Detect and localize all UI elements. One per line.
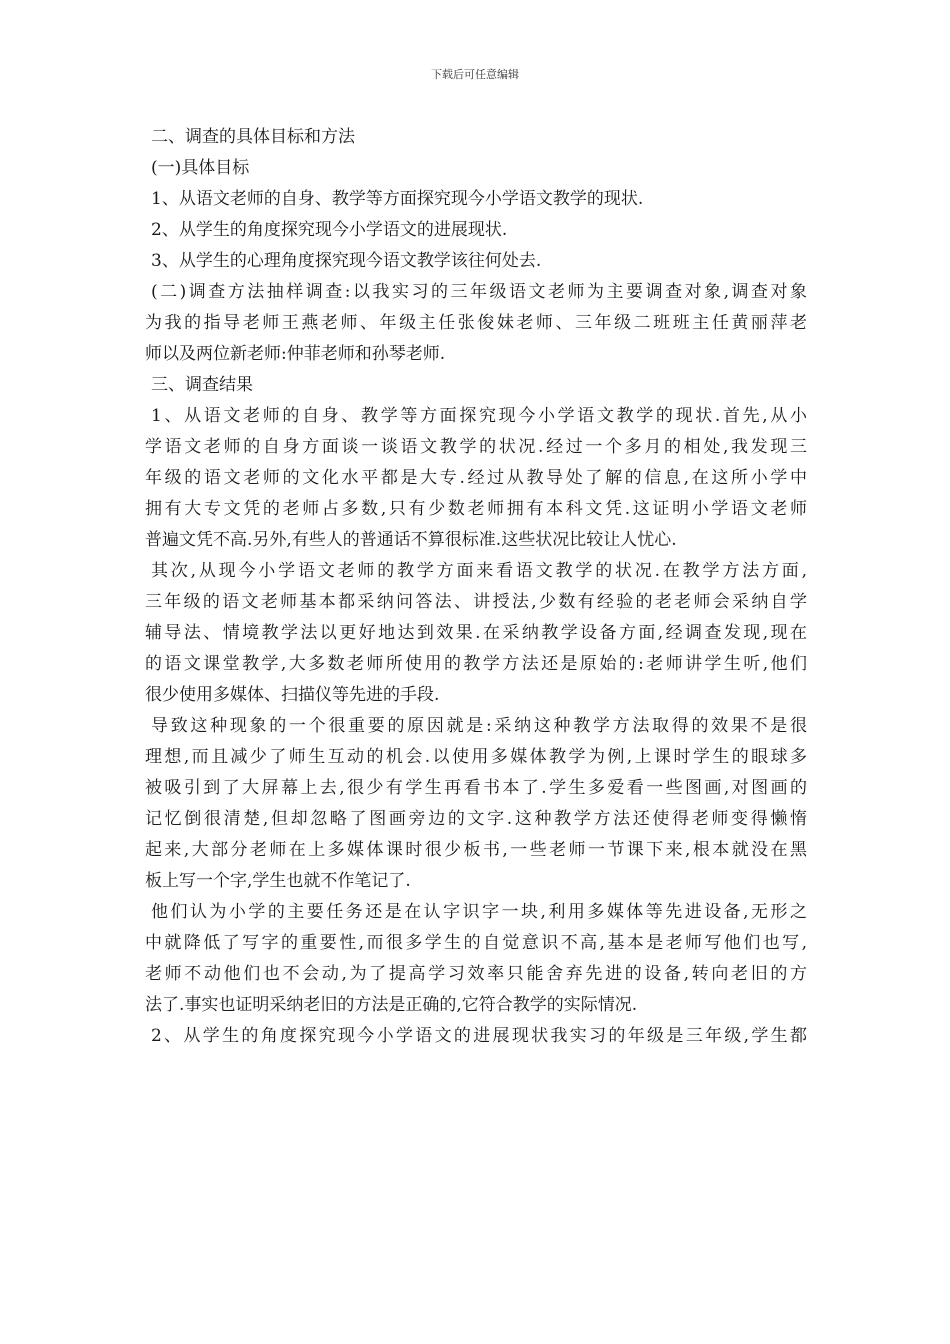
paragraph-line: 三年级的语文老师基本都采纳问答法、讲授法,少数有经验的老老师会采纳自学 <box>145 592 807 612</box>
document-body <box>145 122 807 1052</box>
paragraph-line: 理想,而且减少了师生互动的机会.以使用多媒体教学为例,上课时学生的眼球多 <box>145 747 807 767</box>
paragraph-line: 起来,大部分老师在上多媒体课时很少板书,一些老师一节课下来,根本就没在黑 <box>145 840 807 860</box>
paragraph-line: 1、从语文老师的自身、教学等方面探究现今小学语文教学的现状.首先,从小 <box>151 406 807 426</box>
paragraph-line: 师以及两位新老师:仲菲老师和孙琴老师. <box>145 344 446 364</box>
paragraph-line: 的语文课堂教学,大多数老师所使用的教学方法还是原始的:老师讲学生听,他们 <box>145 654 807 674</box>
paragraph-line: 很少使用多媒体、扫描仪等先进的手段. <box>145 685 440 705</box>
paragraph-line: 记忆倒很清楚,但却忽略了图画旁边的文字.这种教学方法还使得老师变得懒惰 <box>145 809 807 829</box>
paragraph-line: 中就降低了写字的重要性,而很多学生的自觉意识不高,基本是老师写他们也写, <box>145 933 807 953</box>
paragraph-line: 导致这种现象的一个很重要的原因就是:采纳这种教学方法取得的效果不是很 <box>151 716 807 736</box>
list-item: 3、从学生的心理角度探究现今语文教学该往何处去. <box>151 251 542 271</box>
paragraph-line: 老师不动他们也不会动,为了提高学习效率只能舍弃先进的设备,转向老旧的方 <box>145 964 807 984</box>
section-heading: 二、调查的具体目标和方法 <box>151 127 355 147</box>
paragraph-line: 其次,从现今小学语文老师的教学方面来看语文教学的状况.在教学方法方面, <box>151 561 807 581</box>
subsection-heading: (一)具体目标 <box>151 158 250 178</box>
paragraph-line: 普遍文凭不高.另外,有些人的普通话不算很标准.这些状况比较让人忧心. <box>145 530 677 550</box>
list-item: 2、从学生的角度探究现今小学语文的进展现状. <box>151 220 508 240</box>
paragraph-line: 法了.事实也证明采纳老旧的方法是正确的,它符合教学的实际情况. <box>145 995 638 1015</box>
paragraph-line: 被吸引到了大屏幕上去,很少有学生再看书本了.学生多爱看一些图画,对图画的 <box>145 778 807 798</box>
section-heading: 三、调查结果 <box>151 375 253 395</box>
paragraph-line: 学语文老师的自身方面谈一谈语文教学的状况.经过一个多月的相处,我发现三 <box>145 437 807 457</box>
paragraph-line: 年级的语文老师的文化水平都是大专.经过从教导处了解的信息,在这所小学中 <box>145 468 807 488</box>
paragraph-line: 他们认为小学的主要任务还是在认字识字一块,利用多媒体等先进设备,无形之 <box>151 902 807 922</box>
paragraph-line: 为我的指导老师王燕老师、年级主任张俊妹老师、三年级二班班主任黄丽萍老 <box>145 313 807 333</box>
paragraph-line: 2、从学生的角度探究现今小学语文的进展现状我实习的年级是三年级,学生都 <box>151 1026 807 1046</box>
list-item: 1、从语文老师的自身、教学等方面探究现今小学语文教学的现状. <box>151 189 644 209</box>
page-header: 下载后可任意编辑 <box>431 68 519 81</box>
paragraph-line: 辅导法、情境教学法以更好地达到效果.在采纳教学设备方面,经调查发现,现在 <box>145 623 807 643</box>
paragraph-line: 板上写一个字,学生也就不作笔记了. <box>145 871 411 891</box>
paragraph-line: (二)调查方法抽样调查:以我实习的三年级语文老师为主要调查对象,调查对象 <box>151 282 807 302</box>
paragraph-line: 拥有大专文凭的老师占多数,只有少数老师拥有本科文凭.这证明小学语文老师 <box>145 499 807 519</box>
